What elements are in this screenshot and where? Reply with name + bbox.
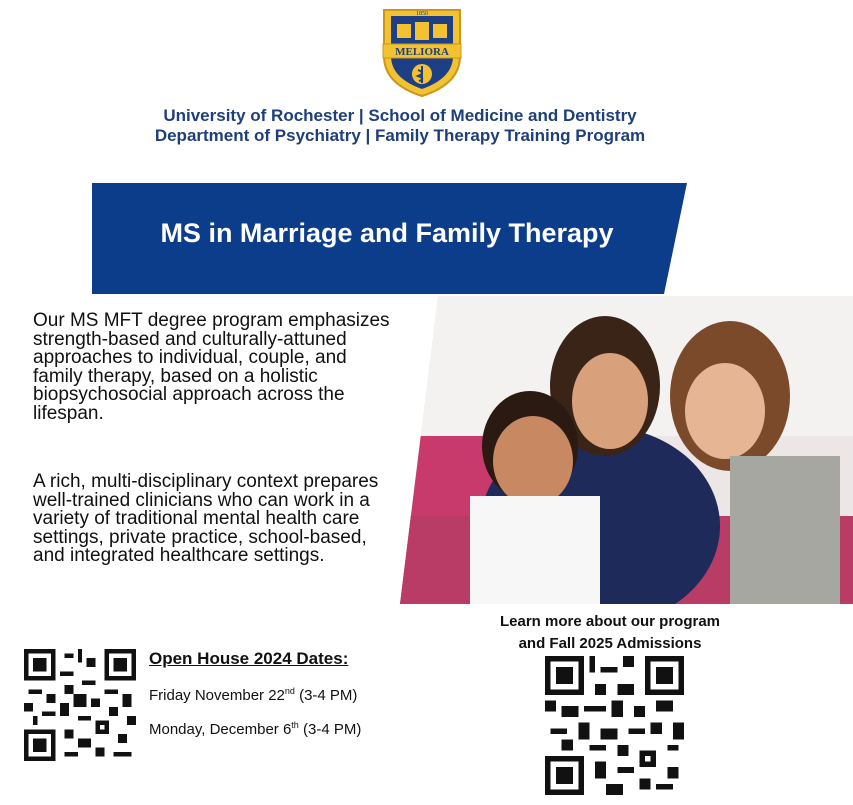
program-title: MS in Marriage and Family Therapy: [160, 218, 614, 248]
admissions-qr-code[interactable]: [545, 656, 684, 795]
seal-year: 1850: [416, 11, 428, 17]
university-seal-logo: [379, 6, 465, 98]
family-photo: [400, 296, 853, 604]
program-description: Our MS MFT degree program emphasizes strength-based and culturally-attuned approaches to individual, couple, and family therapy, based on a holistic biopsychosocial approach across the lifespan.: [33, 310, 390, 424]
learn-more-text: [470, 611, 750, 655]
header-line-1: University of Rochester | School of Medicine and Dentistry: [163, 106, 637, 125]
open-house-title: Open House 2024 Dates:: [149, 649, 349, 668]
learn-more-line-2: and Fall 2025 Admissions: [518, 635, 702, 652]
open-house-date-2: Monday, December 6th (3-4 PM): [149, 720, 362, 738]
learn-more-line-1: Learn more about our program: [499, 613, 721, 630]
program-context: A rich, multi-disciplinary context prepares well-trained clinicians who can work in a variety of traditional mental health care settings, private practice, school-based, and integrated healthcare settings.: [33, 471, 379, 566]
seal-motto: MELIORA: [395, 46, 449, 58]
institution-header: [0, 106, 800, 146]
header-line-2: Department of Psychiatry | Family Therapy Training Program: [154, 126, 646, 145]
open-house-qr-code[interactable]: [24, 649, 136, 761]
open-house-date-1: Friday November 22nd (3-4 PM): [149, 686, 358, 704]
